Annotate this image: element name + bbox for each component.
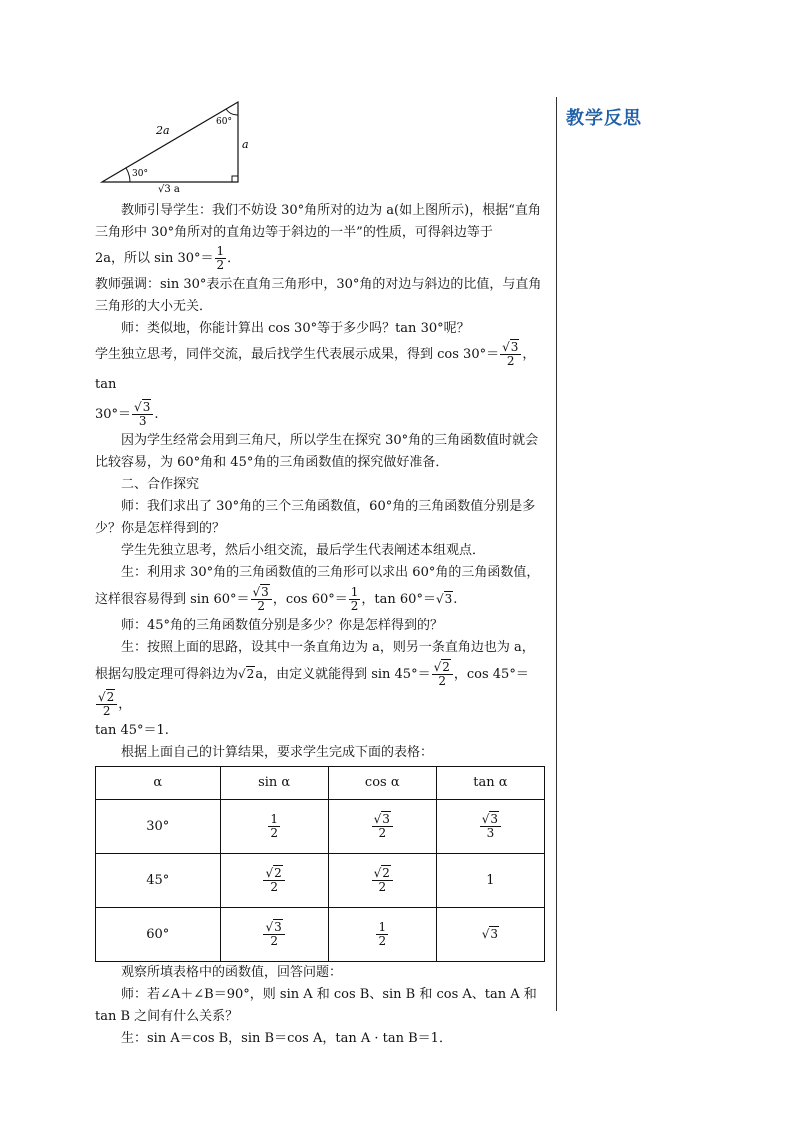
table-row xyxy=(96,908,545,962)
paragraph-emphasis: 教师强调：sin 30°表示在直角三角形中，30°角的对边与斜边的比值，与直角三角形的大小无关． xyxy=(95,277,542,314)
table-cell-sin: $\frac{1}{2}$ xyxy=(220,800,328,854)
fraction-sin60: $\frac{√3}{2}$ xyxy=(251,586,272,613)
table-cell-sin: $\frac{√2}{2}$ xyxy=(220,854,328,908)
paragraph-45-answer: 生：按照上面的思路，设其中一条直角边为 a，则另一条直角边也为 a， xyxy=(121,640,535,655)
base-label: √3 a xyxy=(158,184,180,195)
triangle-outline xyxy=(102,102,238,182)
paragraph-student-result: 学生独立思考，同伴交流，最后找学生代表展示成果，得到 cos 30°＝ $\frac{√3}{2}$ ，tan xyxy=(95,340,536,392)
fraction-cos60: $\frac{1}{2}$ xyxy=(350,585,359,613)
table-cell-cos: $\frac{√2}{2}$ xyxy=(328,854,436,908)
teaching-reflection-heading: 教学反思 xyxy=(566,108,642,129)
table-cell-tan: √3 xyxy=(436,908,544,962)
fraction-tan30: $\frac{√3}{3}$ xyxy=(132,401,153,428)
table-header-row xyxy=(96,767,545,800)
paragraph-triangle-ruler: 因为学生经常会用到三角尺，所以学生在探究 30°角的三角函数值时就会比较容易，为 60°角和 45°角的三角函数值的探究做好准备． xyxy=(95,433,539,470)
paragraph-45-question: 师：45°角的三角函数值分别是多少？你是怎样得到的？ xyxy=(121,618,444,633)
paragraph-guide-result: 2a，所以 sin 30°＝ $\frac{1}{2}$ ． xyxy=(95,244,241,272)
paragraph-teacher-question: 师：类似地，你能计算出 cos 30°等于多少吗？tan 30°呢？ xyxy=(121,321,470,336)
table-row xyxy=(96,854,545,908)
table-cell-angle: 60° xyxy=(96,908,221,962)
table-cell-angle: 45° xyxy=(96,854,221,908)
paragraph-complement-answer: 生：sin A＝cos B，sin B＝cos A，tan A · tan B＝1． xyxy=(121,1031,452,1046)
section-heading-cooperation: 二、合作探究 xyxy=(121,477,200,492)
paragraph-guide: 教师引导学生：我们不妨设 30°角所对的边为 a(如上图所示)，根据“直角三角形中 30°角所对的直角边等于斜边的一半”的性质，可得斜边等于 xyxy=(95,203,541,240)
table-header-cell: α xyxy=(96,767,221,800)
fraction-one-half: $\frac{1}{2}$ xyxy=(216,244,225,272)
angle-30-arc xyxy=(126,168,130,182)
table-cell-cos: $\frac{1}{2}$ xyxy=(328,908,436,962)
table-cell-tan: $\frac{√3}{3}$ xyxy=(436,800,544,854)
hypotenuse-label: 2a xyxy=(156,124,170,137)
right-angle-mark xyxy=(232,176,238,182)
paragraph-observe: 观察所填表格中的函数值，回答问题： xyxy=(121,965,343,980)
table-header-cell: cos α xyxy=(328,767,436,800)
paragraph-student-result-line2: 30°＝ $\frac{√3}{3}$ . xyxy=(95,400,159,428)
fraction-cos30: $\frac{√3}{2}$ xyxy=(500,341,521,368)
paragraph-60-question: 师：我们求出了 30°角的三个三角函数值，60°角的三角函数值分别是多少？你是怎样得到的？ xyxy=(95,499,536,536)
angle-30-label: 30° xyxy=(132,169,148,179)
paragraph-60-answer: 生：利用求 30°角的三角函数值的三角形可以求出 60°角的三角函数值， xyxy=(121,565,540,580)
main-content xyxy=(95,200,551,1050)
table-row xyxy=(96,800,545,854)
table-cell-angle: 30° xyxy=(96,800,221,854)
table-cell-sin: $\frac{√3}{2}$ xyxy=(220,908,328,962)
paragraph-45-values: 根据勾股定理可得斜边为√2a，由定义就能得到 sin 45°＝ $\frac{√2}{2}$ ，cos 45°＝ $\frac{√2}{2}$ ， xyxy=(95,660,529,718)
fraction-sin45: $\frac{√2}{2}$ xyxy=(432,661,453,688)
table-header-cell: sin α xyxy=(220,767,328,800)
trig-values-table xyxy=(95,766,545,962)
table-cell-cos: $\frac{√3}{2}$ xyxy=(328,800,436,854)
angle-60-label: 60° xyxy=(216,117,232,127)
right-triangle-figure xyxy=(96,96,256,196)
fraction-cos45: $\frac{√2}{2}$ xyxy=(96,691,117,718)
paragraph-group-discussion: 学生先独立思考，然后小组交流，最后学生代表阐述本组观点． xyxy=(121,543,486,558)
angle-60-arc xyxy=(226,109,238,115)
leg-label: a xyxy=(242,138,249,151)
paragraph-60-values: 这样很容易得到 sin 60°＝ $\frac{√3}{2}$ ，cos 60°＝ $\frac{1}{2}$ ，tan 60°＝√3. xyxy=(95,585,458,613)
paragraph-complement-question: 师：若∠A＋∠B＝90°，则 sin A 和 cos B、sin B 和 cos A、tan A 和 tan B 之间有什么关系？ xyxy=(95,987,537,1024)
paragraph-table-intro: 根据上面自己的计算结果，要求学生完成下面的表格： xyxy=(121,745,434,760)
paragraph-tan45: tan 45°＝1. xyxy=(95,723,169,738)
table-cell-tan: 1 xyxy=(436,854,544,908)
column-divider xyxy=(556,97,557,1011)
table-header-cell: tan α xyxy=(436,767,544,800)
